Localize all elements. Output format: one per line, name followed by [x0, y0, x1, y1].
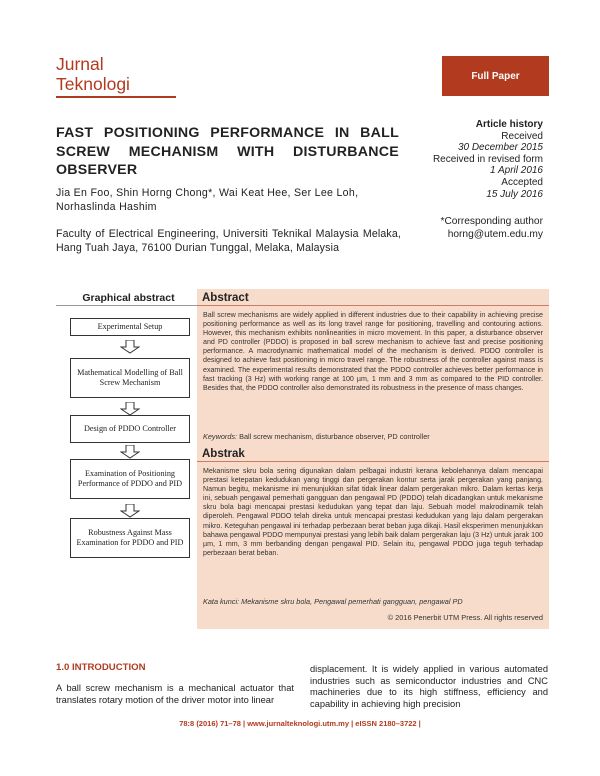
accepted-date: 15 July 2016	[486, 188, 543, 200]
abstrak-text: Mekanisme skru bola sering digunakan dalam pelbagai industri kerana kebolehannya dalam mencapai prestasi ketepatan kedudukan yang tinggi dan pergerakan kontur serta jarak pergerakan yang panjang. Namun begitu, mekanisme ini menunjukkan sifat tidak linear dalam pergerakan mikro. Dalam kertas kerja ini, sebuah pengawal pemerhati gangguan dan pengawal PD (PDDO) telah dicadangkan untuk mekanisme skru bola bagi mencapai prestasi kedudukan yang tepat dan laju. Sebuah model makrodinamik telah diperoleh. Pengawal PDDO telah direka untuk mencapai prestasi kedudukan yang laju dalam pergerakan mikro. Keteguhan pengawal ini terhadap perbezaan berat beban juga dikaji. Hasil eksperimen menunjukkan bahawa pengawal PDDO mempunyai prestasi yang lebih baik dalam pergerakan laju (3 Hz) untuk jarak 100 µm, 1 mm, 3 mm berbanding dengan pengawal PID. Selain itu, pengawal PDDO juga teguh terhadap perbezaan berat beban.	[203, 467, 543, 557]
page-footer: 78:8 (2016) 71–78 | www.jurnalteknologi.utm.my | eISSN 2180–3722 |	[179, 719, 421, 728]
flow-step-4: Examination of Positioning Performance of PDDO and PID	[70, 459, 190, 499]
journal-name-line2: Teknologi	[56, 74, 130, 94]
abstract-heading: Abstract	[202, 292, 249, 304]
graphical-abstract-rule	[56, 305, 201, 306]
flow-step-2: Mathematical Modelling of Ball Screw Mechanism	[70, 358, 190, 398]
down-arrow-icon	[120, 340, 140, 354]
corresponding-email[interactable]: horng@utem.edu.my	[447, 228, 543, 240]
abstract-keywords	[203, 432, 543, 441]
down-arrow-icon	[120, 445, 140, 459]
keywords-text: Ball screw mechanism, disturbance observer, PD controller	[239, 432, 430, 441]
history-heading: Article history	[475, 119, 543, 130]
flow-step-1: Experimental Setup	[70, 318, 190, 336]
revised-date: 1 April 2016	[490, 165, 543, 177]
abstrak-keywords	[203, 597, 543, 606]
corresponding-label: *Corresponding author	[440, 216, 543, 227]
received-date: 30 December 2015	[457, 142, 543, 154]
flow-step-5: Robustness Against Mass Examination for PDDO and PID	[70, 518, 190, 558]
abstrak-rule	[197, 461, 549, 462]
abstract-rule	[197, 305, 549, 306]
abstrak-heading: Abstrak	[202, 448, 245, 460]
kata-kunci-text: Mekanisme skru bola, Pengawal pemerhati gangguan, pengawal PD	[241, 597, 463, 606]
section-heading-introduction: 1.0 INTRODUCTION	[56, 662, 146, 673]
journal-rule	[56, 96, 176, 98]
journal-logo	[56, 54, 156, 94]
authors: Jia En Foo, Shin Horng Chong*, Wai Keat Hee, Ser Lee Loh, Norhaslinda Hashim	[56, 187, 359, 213]
paper-type-badge: Full Paper	[442, 56, 549, 96]
paper-title: FAST POSITIONING PERFORMANCE IN BALL SCREW MECHANISM WITH DISTURBANCE OBSERVER	[56, 125, 399, 178]
intro-left-column: A ball screw mechanism is a mechanical actuator that translates rotary motion of the driver motor into linear	[56, 683, 294, 705]
affiliation: Faculty of Electrical Engineering, Universiti Teknikal Malaysia Melaka, Hang Tuah Jaya, 76100 Durian Tunggal, Melaka, Malaysia	[56, 228, 401, 254]
keywords-label: Keywords:	[203, 432, 238, 441]
accepted-label: Accepted	[501, 176, 543, 188]
copyright-notice: © 2016 Penerbit UTM Press. All rights reserved	[387, 613, 543, 622]
revised-label: Received in revised form	[432, 153, 543, 165]
intro-right-column: displacement. It is widely applied in various automated industries such as semiconductor industries and CNC machineries due to its high stiffness, efficiency and capability in achieving high precision	[310, 664, 548, 709]
received-label: Received	[501, 130, 543, 142]
graphical-abstract-title: Graphical abstract	[82, 292, 175, 304]
journal-name-line1: Jurnal	[56, 54, 104, 74]
down-arrow-icon	[120, 504, 140, 518]
article-history	[393, 119, 543, 200]
kata-kunci-label: Kata kunci:	[203, 597, 240, 606]
flow-step-3: Design of PDDO Controller	[70, 415, 190, 443]
corresponding-author	[363, 216, 543, 241]
down-arrow-icon	[120, 402, 140, 416]
abstract-text: Ball screw mechanisms are widely applied in different industries due to their capability in achieving precise positioning performance as well as its long travel range for positioning, travelling and contouring actions. However, this mechanism exhibits nonlinearities in micro movement. In this paper, a disturbance observer and PD controller (PDDO) is proposed in ball screw mechanism to achieve fast and precise positioning performance. A macrodynamic mathematical model of the mechanism is derived. PDDO controller is designed to achieve fast positioning in micro travel range. The robustness of the controller against mass is examined. The experimental results demonstrated that the PDDO controller achieves better performance in fast tracking (3 Hz) with working range at 100 µm, 1 mm and 3 mm as compared to the PID controller. Besides that, the PDDO controller also demonstrated its robustness in the presence of mass changes.	[203, 311, 543, 392]
